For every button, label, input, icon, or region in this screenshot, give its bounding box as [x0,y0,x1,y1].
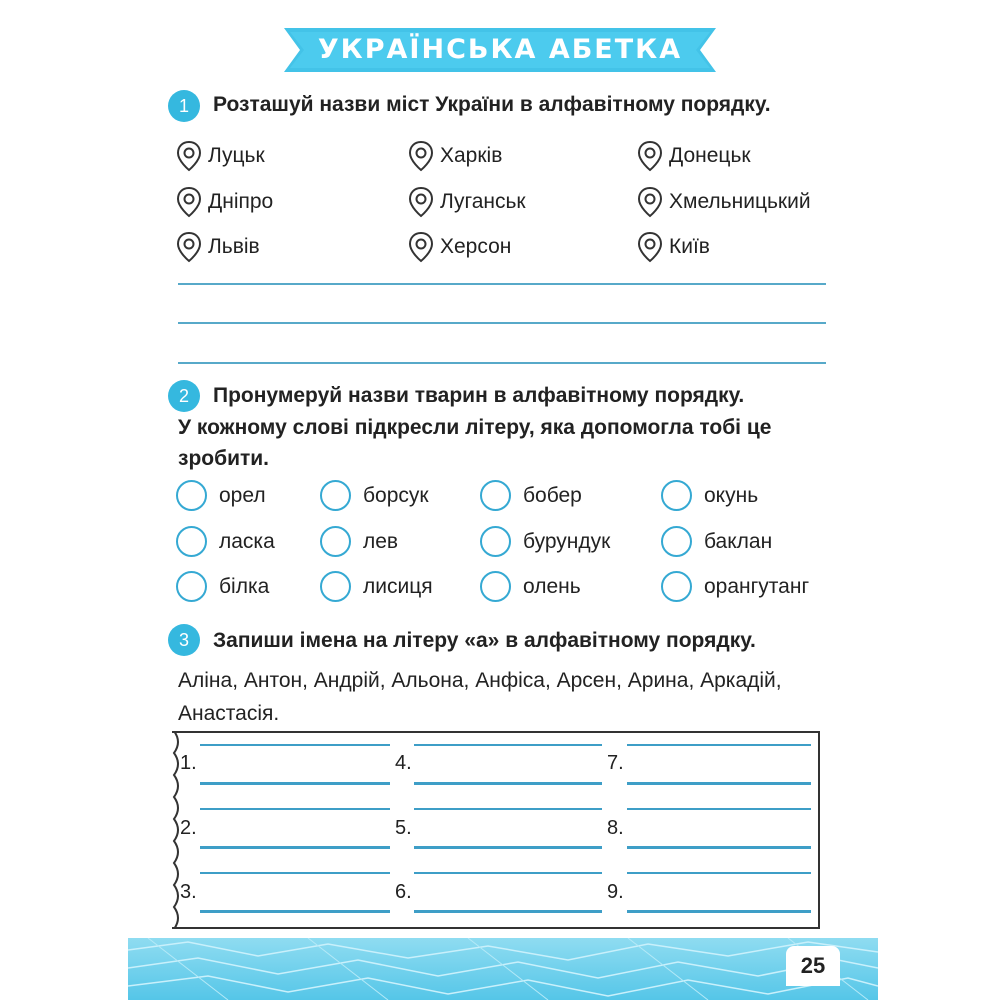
writing-line[interactable] [200,744,390,746]
animal-item [480,526,610,557]
names-list [178,664,838,730]
number-circle[interactable] [176,571,207,602]
number-circle[interactable] [661,526,692,557]
slot-number: 2. [180,817,197,839]
slot-number: 1. [180,752,197,774]
animal-name: баклан [704,529,773,553]
writing-line[interactable] [627,782,811,785]
number-circle[interactable] [320,526,351,557]
animal-item [320,526,398,557]
names-line: Анастасія. [178,702,280,725]
animal-item [661,480,758,511]
writing-line[interactable] [200,846,390,849]
animal-name: лисиця [363,574,433,598]
answer-line[interactable] [178,283,826,285]
animal-name: бурундук [523,529,611,553]
footer-band [128,938,878,1000]
task1-title: Розташуй назви міст України в алфавітному порядку. [213,93,771,116]
location-pin-icon [176,231,202,263]
city-name: Херсон [440,235,512,258]
animal-name: лев [363,529,399,553]
writing-line[interactable] [627,910,811,913]
city-item [637,231,710,263]
number-circle[interactable] [661,480,692,511]
animal-item [661,526,772,557]
city-name: Дніпро [208,190,274,213]
location-pin-icon [408,186,434,218]
city-name: Львів [208,235,260,258]
writing-line[interactable] [200,782,390,785]
water-pattern [128,938,878,1000]
city-name: Харків [440,144,503,167]
city-name: Луганськ [440,190,526,213]
animal-name: ласка [219,529,275,553]
location-pin-icon [637,231,663,263]
animal-item [480,571,581,602]
animal-item [320,480,429,511]
animal-item [661,571,809,602]
number-circle[interactable] [320,571,351,602]
animal-item [176,571,269,602]
slot-number: 3. [180,881,197,903]
city-item [176,231,260,263]
animal-item [176,480,266,511]
city-name: Луцьк [208,144,265,167]
location-pin-icon [408,231,434,263]
number-circle[interactable] [661,571,692,602]
number-circle[interactable] [480,480,511,511]
task2-number-badge: 2 [168,380,200,412]
animal-name: борсук [363,483,429,507]
number-circle[interactable] [480,526,511,557]
city-name: Хмельницький [669,190,811,213]
animal-item [176,526,275,557]
task1-number-badge: 1 [168,90,200,122]
answer-line[interactable] [178,362,826,364]
animal-name: олень [523,574,581,598]
slot-number: 9. [607,881,624,903]
answer-frame [172,731,820,929]
slot-number: 7. [607,752,624,774]
task2-title-line2: У кожному слові підкресли літеру, яка допомогла тобі це [178,416,772,439]
animal-name: бобер [523,483,582,507]
task3-title: Запиши імена на літеру «а» в алфавітному порядку. [213,629,756,652]
city-item [176,140,265,172]
number-circle[interactable] [320,480,351,511]
location-pin-icon [408,140,434,172]
writing-line[interactable] [627,744,811,746]
writing-line[interactable] [627,872,811,874]
task2-title-line1: Пронумеруй назви тварин в алфавітному порядку. [213,384,745,407]
animal-item [320,571,433,602]
slot-number: 6. [395,881,412,903]
slot-number: 5. [395,817,412,839]
writing-line[interactable] [627,846,811,849]
slot-number: 4. [395,752,412,774]
writing-line[interactable] [200,808,390,810]
location-pin-icon [637,140,663,172]
writing-line[interactable] [627,808,811,810]
city-name: Донецьк [669,144,751,167]
task2-title-line3: зробити. [178,447,270,470]
city-item [408,186,526,218]
writing-line[interactable] [414,910,602,913]
writing-line[interactable] [414,872,602,874]
writing-line[interactable] [414,744,602,746]
location-pin-icon [176,140,202,172]
city-item [408,140,502,172]
names-line: Аліна, Антон, Андрій, Альона, Анфіса, Арсен, Арина, Аркадій, [178,669,782,692]
answer-line[interactable] [178,322,826,324]
task3-number-badge: 3 [168,624,200,656]
city-name: Київ [669,235,710,258]
writing-line[interactable] [414,782,602,785]
animal-name: окунь [704,483,759,507]
city-item [637,140,751,172]
animal-item [480,480,582,511]
number-circle[interactable] [480,571,511,602]
city-item [637,186,811,218]
page-number: 25 [786,946,840,986]
writing-line[interactable] [200,872,390,874]
page-title: УКРАЇНСЬКА АБЕТКА [317,34,683,65]
animal-name: білка [219,574,270,598]
location-pin-icon [637,186,663,218]
number-circle[interactable] [176,526,207,557]
animal-name: орел [219,483,266,507]
number-circle[interactable] [176,480,207,511]
writing-line[interactable] [414,846,602,849]
slot-number: 8. [607,817,624,839]
city-item [408,231,511,263]
location-pin-icon [176,186,202,218]
writing-line[interactable] [200,910,390,913]
animal-name: орангутанг [704,574,810,598]
writing-line[interactable] [414,808,602,810]
city-item [176,186,273,218]
title-banner [284,22,716,78]
